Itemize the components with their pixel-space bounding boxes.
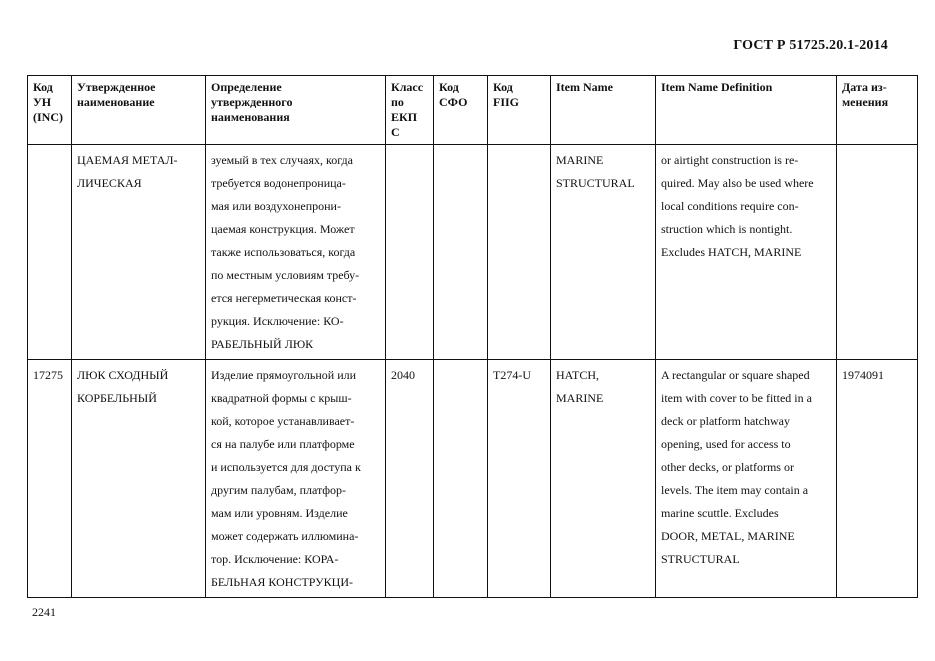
table-header-row	[28, 76, 918, 145]
table-row	[28, 360, 918, 598]
cell-sfo	[434, 360, 488, 598]
cell-approved-name: ЛЮК СХОДНЫЙ КОРБЕЛЬНЫЙ	[72, 360, 206, 598]
cell-inc: 17275	[28, 360, 72, 598]
cell-date	[837, 145, 918, 360]
document-code: ГОСТ Р 51725.20.1-2014	[733, 38, 888, 53]
cell-item-name: HATCH, MARINE	[551, 360, 656, 598]
cell-sfo	[434, 145, 488, 360]
cell-date: 1974091	[837, 360, 918, 598]
page-number: 2241	[32, 605, 56, 619]
col-header-sfo: Код СФО	[434, 76, 488, 145]
cell-definition: зуемый в тех случаях, когда требуется водонепроница- мая или воздухонепрони- цаемая конструкция. Может также использоваться, когда по местным условиям требу- ется негерметическая конст- рукция. Исключение: КО- РАБЕЛЬНЫЙ ЛЮК	[206, 145, 386, 360]
col-header-class: Класс по ЕКП С	[386, 76, 434, 145]
col-header-inc: Код УН (INC)	[28, 76, 72, 145]
cell-approved-name: ЦАЕМАЯ МЕТАЛ- ЛИЧЕСКАЯ	[72, 145, 206, 360]
cell-item-definition: or airtight construction is re- quired. May also be used where local conditions require con- struction which is nontight. Excludes HATCH, MARINE	[656, 145, 837, 360]
catalog-table	[27, 75, 918, 598]
cell-fiig: T274-U	[488, 360, 551, 598]
cell-fiig	[488, 145, 551, 360]
col-header-item-name: Item Name	[551, 76, 656, 145]
col-header-approved-name: Утвержденное наименование	[72, 76, 206, 145]
cell-item-definition: A rectangular or square shaped item with cover to be fitted in a deck or platform hatchway opening, used for access to other decks, or platforms or levels. The item may contain a marine scuttle. Excludes DOOR, METAL, MARINE STRUCTURAL	[656, 360, 837, 598]
col-header-item-definition: Item Name Definition	[656, 76, 837, 145]
table-row	[28, 145, 918, 360]
col-header-date: Дата из- менения	[837, 76, 918, 145]
col-header-fiig: Код FIIG	[488, 76, 551, 145]
cell-class	[386, 145, 434, 360]
cell-class: 2040	[386, 360, 434, 598]
col-header-definition: Определение утвержденного наименования	[206, 76, 386, 145]
cell-inc	[28, 145, 72, 360]
cell-item-name: MARINE STRUCTURAL	[551, 145, 656, 360]
cell-definition: Изделие прямоугольной или квадратной формы с крыш- кой, которое устанавливает- ся на палубе или платформе и используется для доступа к другим палубам, платфор- мам или уровням. Изделие может содержать иллюмина- тор. Исключение: КОРА- БЕЛЬНАЯ КОНСТРУКЦИ-	[206, 360, 386, 598]
